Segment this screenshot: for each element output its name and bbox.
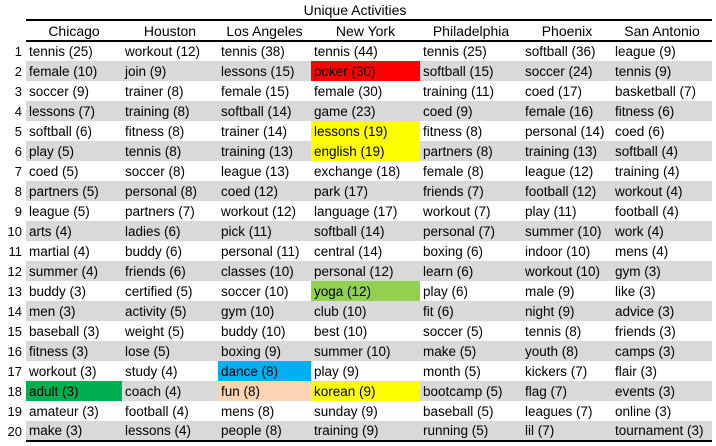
table-cell[interactable]: partners (7) [125, 203, 195, 219]
table-cell[interactable]: trainer (14) [221, 123, 288, 139]
table-cell[interactable]: make (5) [420, 341, 522, 361]
table-cell[interactable]: yoga (12) [311, 281, 420, 301]
table-cell[interactable]: friends (3) [615, 323, 676, 339]
table-cell[interactable]: camps (3) [612, 341, 712, 361]
table-cell[interactable]: online (3) [615, 403, 672, 419]
table-row [0, 141, 712, 161]
table-cell[interactable]: female (8) [423, 163, 484, 179]
table-row [0, 421, 712, 441]
table-cell[interactable]: training (13) [218, 141, 311, 161]
column-header-new-york[interactable]: New York [311, 20, 420, 41]
table-row [0, 401, 712, 421]
table-cell[interactable]: soccer (10) [221, 283, 289, 299]
table-cell[interactable]: lose (5) [122, 341, 218, 361]
table-row [0, 201, 712, 221]
table-cell[interactable]: month (5) [423, 363, 481, 379]
table-cell[interactable]: soccer (8) [125, 163, 186, 179]
table-cell[interactable]: female (16) [522, 101, 612, 121]
table-cell[interactable]: lessons (15) [218, 61, 311, 81]
table-cell[interactable]: leagues (7) [525, 403, 593, 419]
table-cell[interactable]: ladies (6) [122, 221, 218, 241]
row-number[interactable]: 4 [0, 101, 26, 121]
table-cell[interactable]: flair (3) [615, 363, 658, 379]
table-cell[interactable]: fitness (3) [26, 341, 122, 361]
table-cell[interactable]: make (3) [26, 421, 122, 441]
table-cell[interactable]: boxing (6) [423, 243, 484, 259]
table-cell[interactable]: workout (7) [423, 203, 491, 219]
table-cell[interactable]: people (8) [218, 421, 311, 441]
table-row [0, 381, 712, 401]
table-cell[interactable]: basketball (7) [615, 83, 697, 99]
table-cell[interactable]: softball (15) [420, 61, 522, 81]
row-number[interactable]: 18 [0, 381, 26, 401]
table-row [0, 281, 712, 301]
table-cell[interactable]: tennis (25) [29, 44, 93, 59]
table-cell[interactable]: league (13) [221, 163, 290, 179]
row-number[interactable]: 20 [0, 421, 26, 441]
table-cell[interactable]: lessons (19) [311, 121, 420, 141]
table-cell[interactable]: events (3) [612, 381, 712, 401]
table-cell[interactable]: trainer (8) [125, 83, 184, 99]
row-number[interactable]: 13 [0, 281, 26, 301]
table-cell[interactable]: learn (6) [420, 261, 522, 281]
table-cell[interactable]: coed (17) [525, 83, 583, 99]
table-cell[interactable]: best (10) [314, 323, 368, 339]
table-cell[interactable]: football (4) [125, 403, 189, 419]
activities-table [0, 19, 712, 442]
table-cell[interactable]: flag (7) [522, 381, 612, 401]
table-cell[interactable]: language (17) [314, 203, 398, 219]
row-number[interactable]: 15 [0, 321, 26, 341]
table-cell[interactable]: boxing (9) [218, 341, 311, 361]
table-cell[interactable]: gym (10) [218, 301, 311, 321]
table-row [0, 301, 712, 321]
table-cell[interactable]: park (17) [311, 181, 420, 201]
table-cell[interactable]: workout (3) [29, 363, 97, 379]
table-cell[interactable]: study (4) [125, 363, 178, 379]
table-cell[interactable]: training (4) [615, 163, 680, 179]
table-cell[interactable]: advice (3) [612, 301, 712, 321]
table-cell[interactable]: gym (3) [612, 261, 712, 281]
column-header-phoenix[interactable]: Phoenix [522, 20, 612, 41]
table-cell[interactable]: soccer (24) [522, 61, 612, 81]
table-cell[interactable]: softball (36) [525, 44, 596, 59]
table-cell[interactable]: softball (14) [218, 101, 311, 121]
table-cell[interactable]: personal (8) [122, 181, 218, 201]
table-row [0, 321, 712, 341]
table-cell[interactable]: buddy (3) [29, 283, 87, 299]
table-cell[interactable]: dance (8) [218, 361, 311, 381]
table-cell[interactable]: female (10) [26, 61, 122, 81]
table-cell[interactable]: lil (7) [522, 421, 612, 441]
table-cell[interactable]: running (5) [420, 421, 522, 441]
table-cell[interactable]: softball (6) [29, 123, 93, 139]
table-cell[interactable]: like (3) [615, 283, 656, 299]
table-row [0, 221, 712, 241]
table-cell[interactable]: friends (7) [420, 181, 522, 201]
table-row [0, 161, 712, 181]
table-cell[interactable]: tennis (8) [122, 141, 218, 161]
table-cell[interactable]: female (15) [221, 83, 290, 99]
table-row [0, 261, 712, 281]
table-row [0, 101, 712, 121]
table-cell[interactable]: personal (12) [311, 261, 420, 281]
corner-cell [0, 20, 26, 41]
table-cell[interactable]: night (9) [522, 301, 612, 321]
table-title: Unique Activities [303, 2, 407, 18]
table-cell[interactable]: tennis (9) [612, 61, 712, 81]
table-cell[interactable]: mens (8) [221, 403, 275, 419]
column-header-los-angeles[interactable]: Los Angeles [218, 20, 311, 41]
column-header-houston[interactable]: Houston [122, 20, 218, 41]
table-cell[interactable]: league (9) [615, 44, 676, 59]
table-cell[interactable]: tennis (44) [314, 44, 378, 59]
table-cell[interactable]: join (9) [122, 61, 218, 81]
table-cell[interactable]: weight (5) [125, 323, 185, 339]
table-cell[interactable]: baseball (3) [29, 323, 100, 339]
table-cell[interactable]: football (4) [615, 203, 679, 219]
column-header-chicago[interactable]: Chicago [26, 20, 122, 41]
row-number[interactable]: 12 [0, 261, 26, 281]
table-cell[interactable]: buddy (10) [221, 323, 286, 339]
table-cell[interactable]: personal (11) [221, 243, 300, 259]
table-cell[interactable]: activity (5) [122, 301, 218, 321]
table-cell[interactable]: tournament (3) [612, 421, 712, 441]
table-cell[interactable]: female (30) [314, 83, 383, 99]
table-cell[interactable]: friends (6) [122, 261, 218, 281]
table-cell[interactable]: fitness (8) [125, 123, 185, 139]
table-cell[interactable]: coed (12) [218, 181, 311, 201]
table-cell[interactable]: coach (4) [122, 381, 218, 401]
table-cell[interactable]: adult (3) [26, 381, 122, 401]
table-cell[interactable]: buddy (6) [125, 243, 183, 259]
table-cell[interactable]: korean (9) [311, 381, 420, 401]
table-cell[interactable]: training (8) [122, 101, 218, 121]
row-number[interactable]: 3 [0, 81, 26, 101]
table-cell[interactable]: softball (4) [612, 141, 712, 161]
table-cell[interactable]: play (9) [314, 363, 360, 379]
table-row [0, 121, 712, 141]
table-cell[interactable]: tennis (25) [423, 44, 487, 59]
column-header-philadelphia[interactable]: Philadelphia [420, 20, 522, 41]
table-cell[interactable]: mens (4) [615, 243, 669, 259]
table-cell[interactable]: league (5) [29, 203, 90, 219]
table-cell[interactable]: tennis (38) [221, 44, 285, 59]
row-number[interactable]: 6 [0, 141, 26, 161]
table-cell[interactable]: indoor (10) [525, 243, 591, 259]
table-cell[interactable]: youth (8) [522, 341, 612, 361]
row-number[interactable]: 19 [0, 401, 26, 421]
table-cell[interactable]: football (12) [522, 181, 612, 201]
table-row [0, 241, 712, 261]
table-cell[interactable]: play (6) [423, 283, 469, 299]
table-cell[interactable]: male (9) [525, 283, 575, 299]
table-cell[interactable]: men (3) [26, 301, 122, 321]
row-number[interactable]: 8 [0, 181, 26, 201]
row-number[interactable]: 9 [0, 201, 26, 221]
table-cell[interactable]: kickers (7) [525, 363, 588, 379]
table-cell[interactable]: poker (30) [311, 61, 420, 81]
table-cell[interactable]: softball (14) [311, 221, 420, 241]
table-row [0, 181, 712, 201]
table-cell[interactable]: partners (8) [420, 141, 522, 161]
table-cell[interactable]: fitness (8) [423, 123, 483, 139]
row-number[interactable]: 5 [0, 121, 26, 141]
table-cell[interactable]: partners (5) [26, 181, 122, 201]
table-cell[interactable]: workout (12) [125, 44, 201, 59]
table-cell[interactable]: lessons (4) [122, 421, 218, 441]
table-row [0, 81, 712, 101]
table-row [0, 361, 712, 381]
table-cell[interactable]: summer (10) [522, 221, 612, 241]
table-cell[interactable]: training (11) [423, 83, 495, 99]
table-cell[interactable]: training (13) [522, 141, 612, 161]
column-header-san-antonio[interactable]: San Antonio [612, 20, 712, 41]
table-cell[interactable]: summer (10) [311, 341, 420, 361]
table-cell[interactable]: classes (10) [218, 261, 311, 281]
table-cell[interactable]: sunday (9) [314, 403, 378, 419]
table-row [0, 341, 712, 361]
table-cell[interactable]: fitness (6) [612, 101, 712, 121]
table-cell[interactable]: lessons (7) [26, 101, 122, 121]
table-cell[interactable]: martial (4) [29, 243, 90, 259]
row-number[interactable]: 17 [0, 361, 26, 381]
row-number[interactable]: 16 [0, 341, 26, 361]
table-cell[interactable]: club (10) [311, 301, 420, 321]
table-cell[interactable]: workout (10) [522, 261, 612, 281]
table-cell[interactable]: league (12) [525, 163, 594, 179]
row-number[interactable]: 14 [0, 301, 26, 321]
table-cell[interactable]: central (14) [314, 243, 383, 259]
table-cell[interactable]: work (4) [612, 221, 712, 241]
table-row [0, 41, 712, 61]
row-number[interactable]: 2 [0, 61, 26, 81]
table-cell[interactable]: baseball (5) [423, 403, 494, 419]
row-number[interactable]: 10 [0, 221, 26, 241]
table-row [0, 61, 712, 81]
row-number[interactable]: 11 [0, 241, 26, 261]
table-cell[interactable]: personal (14) [525, 123, 605, 139]
header-row [0, 20, 712, 41]
table-cell[interactable]: play (5) [26, 141, 122, 161]
table-cell[interactable]: soccer (5) [423, 323, 484, 339]
table-cell[interactable]: training (9) [311, 421, 420, 441]
table-cell[interactable]: coed (9) [420, 101, 522, 121]
table-cell[interactable]: workout (12) [221, 203, 297, 219]
table-cell[interactable]: fun (8) [218, 381, 311, 401]
table-cell[interactable]: personal (7) [420, 221, 522, 241]
table-cell[interactable]: amateur (3) [29, 403, 99, 419]
table-cell[interactable]: bootcamp (5) [420, 381, 522, 401]
table-cell[interactable]: fit (6) [420, 301, 522, 321]
table-cell[interactable]: arts (4) [26, 221, 122, 241]
table-cell[interactable]: summer (4) [26, 261, 122, 281]
table-cell[interactable]: coed (6) [615, 123, 665, 139]
row-number[interactable]: 1 [0, 41, 26, 61]
table-cell[interactable]: game (23) [311, 101, 420, 121]
table-cell[interactable]: play (11) [525, 203, 577, 219]
table-cell[interactable]: tennis (8) [525, 323, 582, 339]
table-cell[interactable]: soccer (9) [29, 83, 90, 99]
table-cell[interactable]: workout (4) [612, 181, 712, 201]
row-number[interactable]: 7 [0, 161, 26, 181]
table-cell[interactable]: english (19) [311, 141, 420, 161]
table-cell[interactable]: pick (11) [218, 221, 311, 241]
table-cell[interactable]: certified (5) [125, 283, 193, 299]
table-cell[interactable]: coed (5) [29, 163, 79, 179]
table-cell[interactable]: exchange (18) [314, 163, 401, 179]
